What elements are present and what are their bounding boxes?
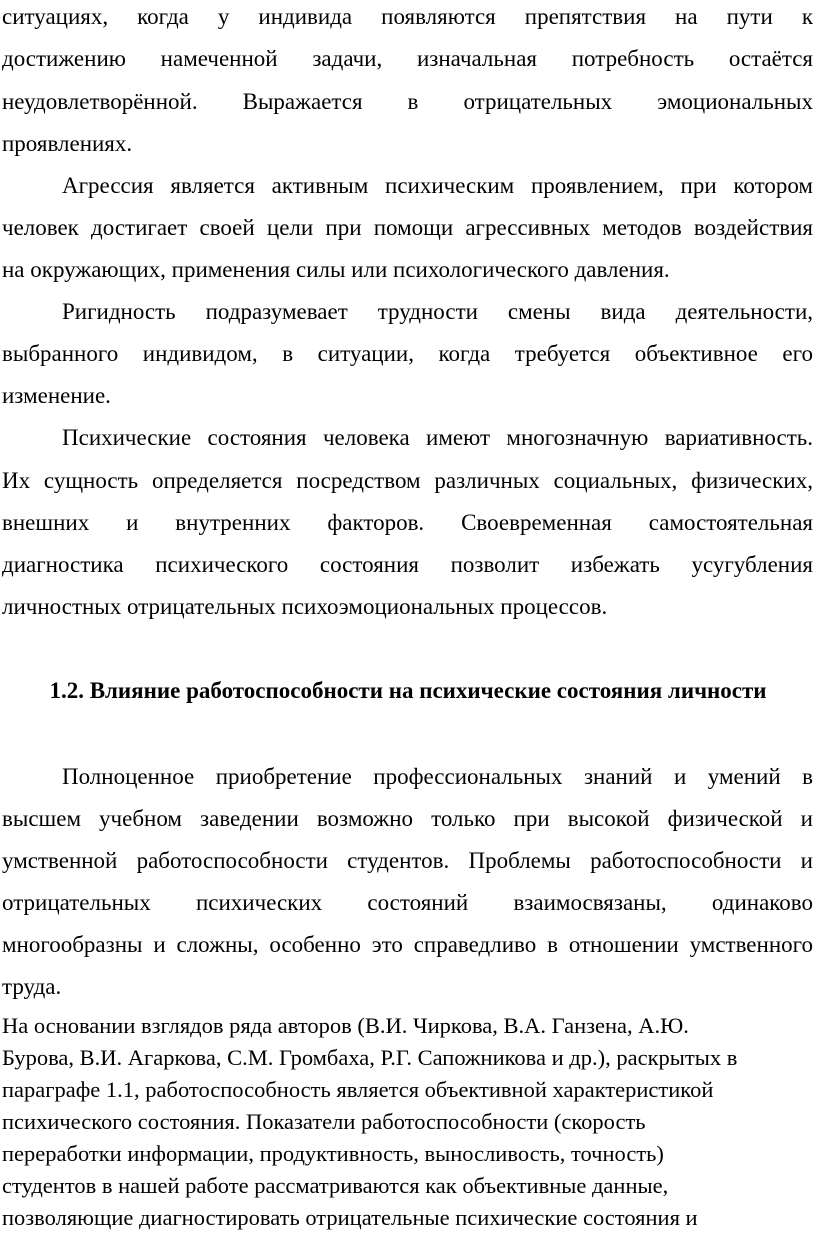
section-heading: 1.2. Влияние работоспособности на психические состояния личности <box>49 678 767 703</box>
paragraph-4-line-1: Психические состояния человека имеют многозначную вариативность. <box>62 425 813 450</box>
section-paragraph-2-line-5: переработки информации, продуктивность, выносливость, точность) <box>2 1141 664 1166</box>
section-paragraph-2-line-4: психического состояния. Показатели работоспособности (скорость <box>2 1109 646 1134</box>
section-paragraph-1-line-6: труда. <box>2 974 62 999</box>
paragraph-3-line-2: выбранного индивидом, в ситуации, когда требуется объективное его <box>2 341 813 366</box>
paragraph-3-line-3: изменение. <box>2 383 111 408</box>
paragraph-1-line-1: ситуациях, когда у индивида появляются препятствия на пути к <box>2 4 813 29</box>
paragraph-4-line-5: личностных отрицательных психоэмоциональных процессов. <box>2 594 608 619</box>
section-paragraph-2-line-7: позволяющие диагностировать отрицательные психические состояния и <box>2 1205 698 1230</box>
paragraph-4-line-4: диагностика психического состояния позволит избежать усугубления <box>2 552 813 577</box>
paragraph-4-line-3: внешних и внутренних факторов. Своевременная самостоятельная <box>2 510 813 535</box>
section-paragraph-2-line-1: На основании взглядов ряда авторов (В.И. Чиркова, В.А. Ганзена, А.Ю. <box>2 1013 689 1038</box>
section-paragraph-1-line-2: высшем учебном заведении возможно только при высокой физической и <box>2 806 813 831</box>
section-paragraph-1-line-5: многообразны и сложны, особенно это справедливо в отношении умственного <box>2 932 813 957</box>
paragraph-4-line-2: Их сущность определяется посредством различных социальных, физических, <box>2 468 813 493</box>
paragraph-2-line-2: человек достигает своей цели при помощи агрессивных методов воздействия <box>2 215 813 240</box>
section-paragraph-1-line-4: отрицательных психических состояний взаимосвязаны, одинаково <box>2 890 813 915</box>
section-paragraph-1-line-3: умственной работоспособности студентов. Проблемы работоспособности и <box>2 848 813 873</box>
paragraph-2-line-3: на окружающих, применения силы или психологического давления. <box>2 257 670 282</box>
paragraph-3-line-1: Ригидность подразумевает трудности смены вида деятельности, <box>62 299 813 324</box>
section-paragraph-2-line-3: параграфе 1.1, работоспособность является объективной характеристикой <box>2 1077 714 1102</box>
paragraph-2-line-1: Агрессия является активным психическим проявлением, при котором <box>62 173 813 198</box>
paragraph-1-line-3: неудовлетворённой. Выражается в отрицательных эмоциональных <box>2 89 813 114</box>
paragraph-1-line-4: проявлениях. <box>2 131 133 156</box>
section-paragraph-2-line-6: студентов в нашей работе рассматриваются как объективные данные, <box>2 1173 669 1198</box>
section-paragraph-2-line-2: Бурова, В.И. Агаркова, С.М. Громбаха, Р.Г. Сапожникова и др.), раскрытых в <box>2 1045 738 1070</box>
section-paragraph-1-line-1: Полноценное приобретение профессиональных знаний и умений в <box>62 764 813 789</box>
paragraph-1-line-2: достижению намеченной задачи, изначальная потребность остаётся <box>2 46 813 71</box>
